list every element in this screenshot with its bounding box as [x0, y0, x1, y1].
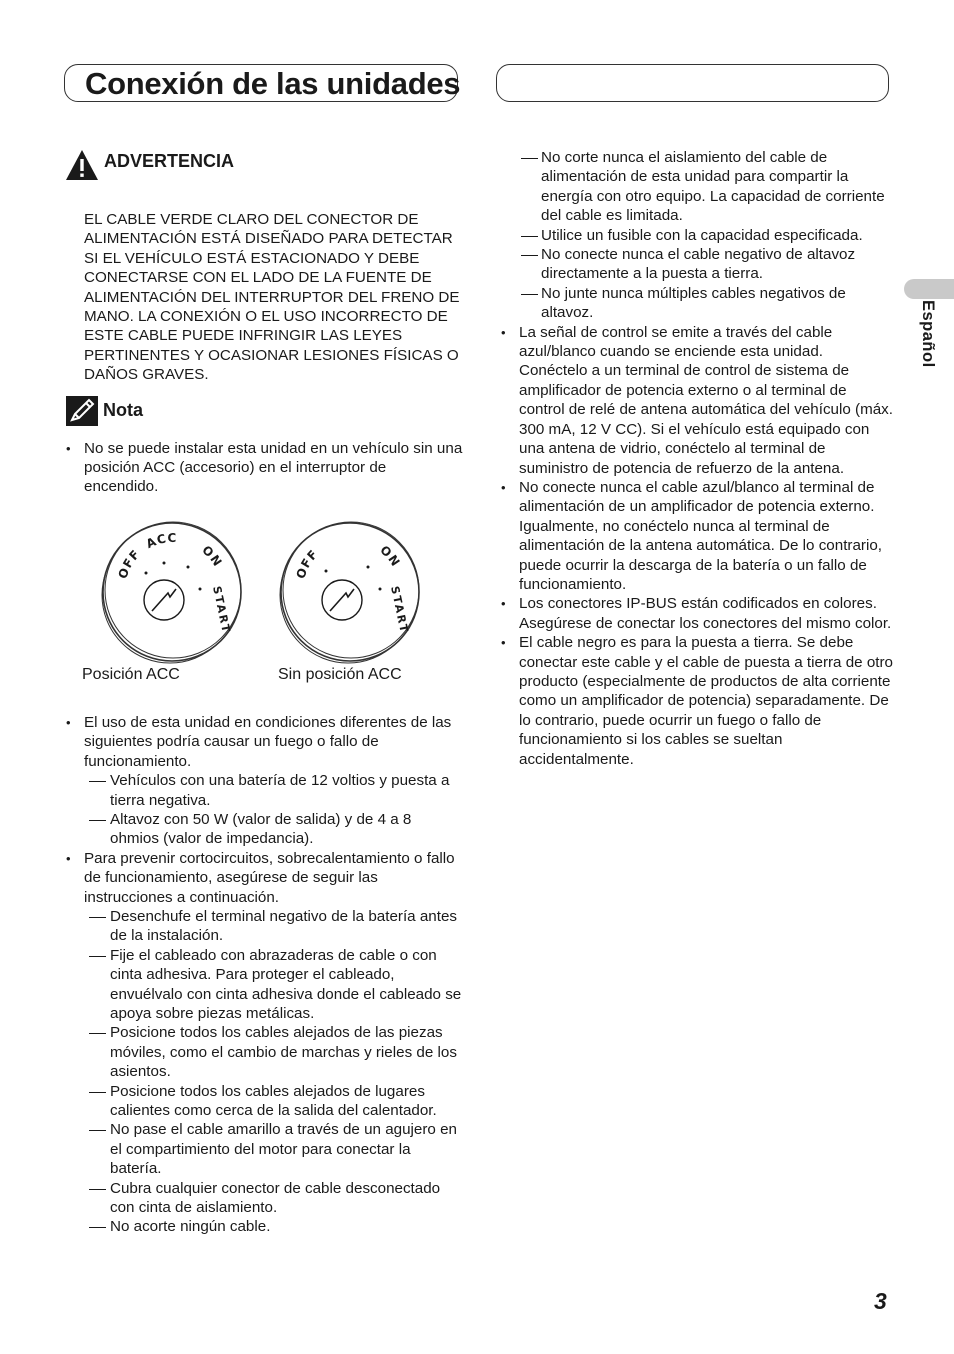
list-item: • La señal de control se emite a través del cable azul/blanco cuando se enciende esta unidad. Conéctelo a un terminal de control de sistema de amplificador de potencia externo o al terminal de control de relé de antena automática del vehículo (máx. 300 mA, 12 V CC). Si el vehículo está equipado con una antena de vidrio, conéctelo al terminal de suministro de potencia de refuerzo de la antena. [499, 323, 893, 478]
header-right-box [496, 64, 889, 102]
dial-start-label: START [388, 584, 411, 636]
sub-list-item: No pase el cable amarillo a través de un agujero en el compartimiento del motor para conectar la batería. [84, 1120, 464, 1178]
ignition-switch-acc-icon [98, 515, 248, 665]
dial-on-label: ON [377, 542, 404, 570]
title-box [64, 64, 461, 102]
warning-heading-text: ADVERTENCIA [104, 151, 235, 172]
language-tab [904, 279, 954, 299]
dial-on-label: ON [199, 542, 226, 570]
sub-list-item: Cubra cualquier conector de cable desconectado con cinta de aislamiento. [84, 1179, 464, 1218]
warning-triangle-icon [64, 148, 100, 182]
continued-sub-list [499, 148, 893, 323]
list-item [64, 849, 464, 1237]
sub-list-item: No corte nunca el aislamiento del cable de alimentación de esta unidad para compartir la energía con otro equipo. La capacidad de corriente del cable es limitada. [499, 148, 893, 226]
figure-label-no-acc: Sin posición ACC [278, 665, 402, 683]
right-bullet-list [499, 323, 893, 769]
warning-text: EL CABLE VERDE CLARO DEL CONECTOR DE ALIMENTACIÓN ESTÁ DISEÑADO PARA DETECTAR SI EL VEHÍCULO ESTÁ ESTACIONADO Y DEBE CONECTARSE CON EL LADO DE LA FUENTE DE ALIMENTACIÓN DEL INTERRUPTOR DEL FRENO DE MANO. LA CONEXIÓN O EL USO INCORRECTO DE ESTE CABLE PUEDE INFRINGIR LAS LEYES PERTINENTES Y OCASIONAR LESIONES FÍSICAS O DAÑOS GRAVES. [84, 211, 460, 384]
sub-list-item: Vehículos con una batería de 12 voltios y puesta a tierra negativa. [84, 771, 464, 810]
list-item: • Los conectores IP-BUS están codificados en colores. Asegúrese de conectar los conectores del mismo color. [499, 594, 893, 633]
note-pencil-icon [64, 395, 100, 427]
ignition-switch-no-acc-icon [276, 515, 426, 665]
note-heading-text: Nota [103, 399, 143, 420]
note-heading [64, 395, 464, 427]
note-list [64, 439, 464, 497]
list-item: • No conecte nunca el cable azul/blanco al terminal de alimentación de un amplificador de potencia externo. Igualmente, no conéctelo nunca al terminal de alimentación de la antena automática. De lo contrario, puede ocurrir la descarga de la batería o un fallo de funcionamiento. [499, 478, 893, 594]
list-item-text: Para prevenir cortocircuitos, sobrecalentamiento o fallo de funcionamiento, asegúrese de seguir las instrucciones a continuación. [84, 849, 455, 906]
sub-list-item: Altavoz con 50 W (valor de salida) y de 4 a 8 ohmios (valor de impedancia). [84, 810, 464, 849]
list-item: • No se puede instalar esta unidad en un vehículo sin una posición ACC (accesorio) en el interruptor de encendido. [64, 439, 464, 497]
language-tab-label: Español [919, 300, 937, 368]
ignition-acc-figure [82, 515, 248, 683]
dial-off-label: OFF [115, 546, 143, 581]
page-number: 3 [874, 1288, 887, 1314]
sub-list-item: Utilice un fusible con la capacidad especificada. [499, 226, 893, 245]
ignition-figures [64, 515, 464, 713]
sub-list-item: No conecte nunca el cable negativo de altavoz directamente a la puesta a tierra. [499, 245, 893, 284]
sub-list-item: Posicione todos los cables alejados de las piezas móviles, como el cambio de marchas y rieles de los asientos. [84, 1023, 464, 1081]
page-title: Conexión de las unidades [85, 66, 461, 101]
ignition-no-acc-figure [276, 515, 426, 683]
sub-list-item: No acorte ningún cable. [84, 1217, 464, 1236]
sub-list [84, 907, 464, 1237]
right-column [499, 148, 893, 769]
warning-heading [64, 148, 464, 182]
list-item-text: El uso de esta unidad en condiciones diferentes de las siguientes podría causar un fuego o fallo de funcionamiento. [84, 713, 452, 770]
sub-list-item: Desenchufe el terminal negativo de la batería antes de la instalación. [84, 907, 464, 946]
sub-list-item: No junte nunca múltiples cables negativos de altavoz. [499, 284, 893, 323]
dial-acc-label: ACC [143, 530, 178, 552]
dial-off-label: OFF [293, 546, 321, 581]
sub-list-item: Fije el cableado con abrazaderas de cable o con cinta adhesiva. Para proteger el cableado, envuélvalo con cinta adhesiva donde el cableado se apoya sobre piezas metálicas. [84, 946, 464, 1024]
list-item [64, 713, 464, 849]
figure-label-acc: Posición ACC [82, 665, 180, 683]
list-item: • El cable negro es para la puesta a tierra. Se debe conectar este cable y el cable de puesta a tierra de otro producto (especialmente de productos de alta corriente como un amplificador de potencia) separadamente. De lo contrario, puede ocurrir un fuego o fallo de funcionamiento si los cables se sueltan accidentalmente. [499, 633, 893, 769]
left-column [64, 148, 464, 1237]
dial-start-label: START [210, 584, 233, 636]
conditions-list [64, 713, 464, 1237]
sub-list [84, 771, 464, 849]
sub-list-item: Posicione todos los cables alejados de lugares calientes como cerca de la salida del calentador. [84, 1082, 464, 1121]
